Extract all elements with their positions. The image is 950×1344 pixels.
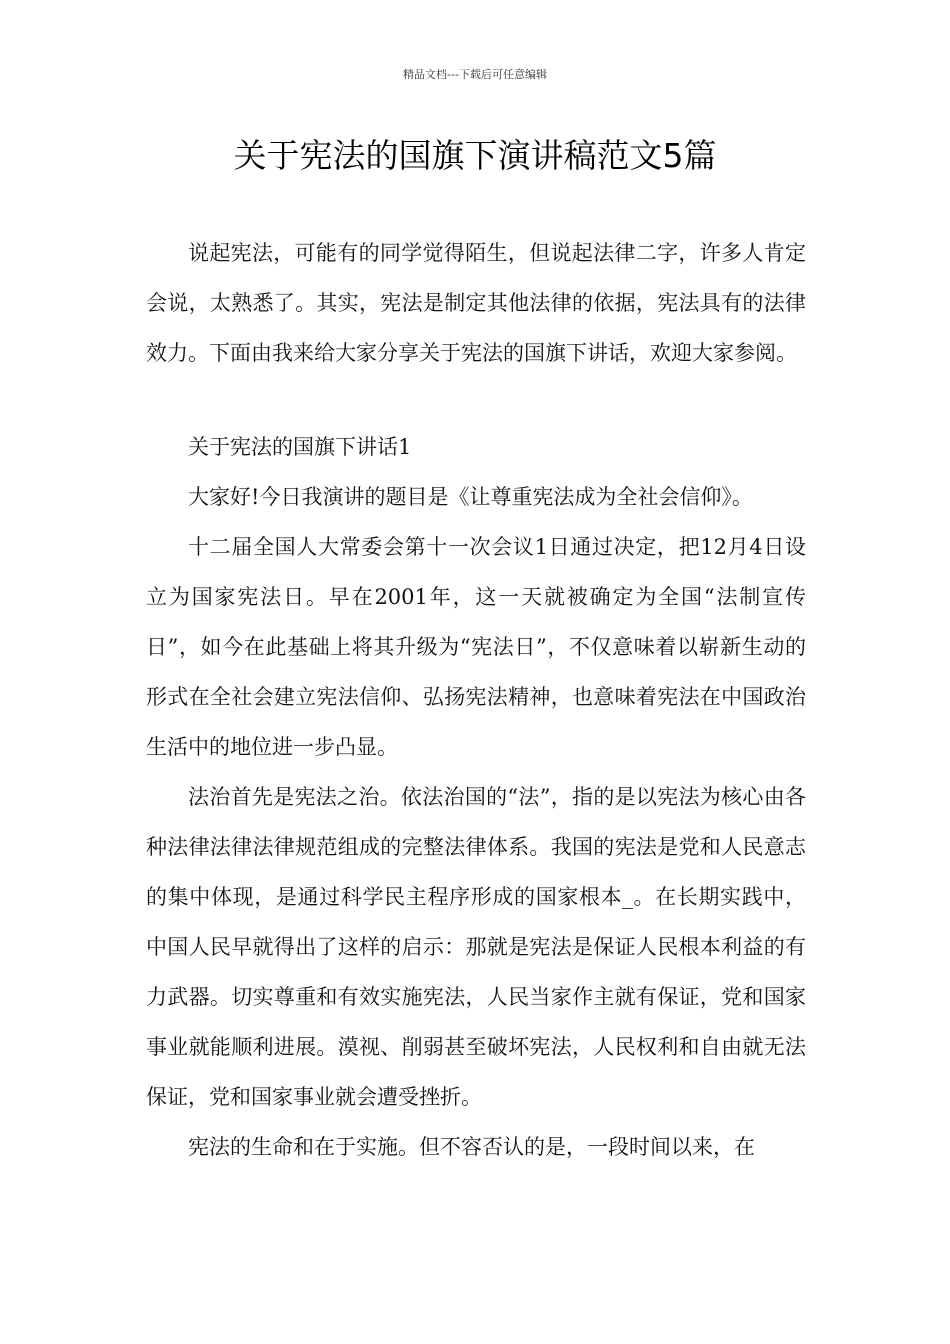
header-note: 精品文档---下载后可任意编辑	[403, 68, 547, 81]
body-paragraph: 十二届全国人大常委会第十一次会议1日通过决定，把12月4日设立为国家宪法日。早在2001年，这一天就被确定为全国“法制宣传日”，如今在此基础上将其升级为“宪法日”，不仅意味着以崭新生动的形式在全社会建立宪法信仰、弘扬宪法精神，也意味着宪法在中国政治生活中的地位进一步凸显。	[146, 535, 806, 759]
document-body	[146, 228, 806, 1172]
body-paragraph: 法治首先是宪法之治。依法治国的“法”，指的是以宪法为核心由各种法律法律法律规范组成的完整法律体系。我国的宪法是党和人民意志的集中体现，是通过科学民主程序形成的国家根本_。在长期实践中，中国人民早就得出了这样的启示：那就是宪法是保证人民根本利益的有力武器。切实尊重和有效实施宪法，人民当家作主就有保证，党和国家事业就能顺利进展。漠视、削弱甚至破坏宪法，人民权利和自由就无法保证，党和国家事业就会遭受挫折。	[146, 785, 806, 1109]
section-heading: 关于宪法的国旗下讲话1	[188, 435, 412, 459]
body-paragraph: 宪法的生命和在于实施。但不容否认的是，一段时间以来，在	[188, 1135, 755, 1159]
body-paragraph: 大家好!今日我演讲的题目是《让尊重宪法成为全社会信仰》。	[188, 485, 753, 509]
intro-paragraph: 说起宪法，可能有的同学觉得陌生，但说起法律二字，许多人肯定会说，太熟悉了。其实，宪法是制定其他法律的依据，宪法具有的法律效力。下面由我来给大家分享关于宪法的国旗下讲话，欢迎大家参阅。	[146, 241, 806, 365]
document-title: 关于宪法的国旗下演讲稿范文5篇	[233, 136, 717, 175]
